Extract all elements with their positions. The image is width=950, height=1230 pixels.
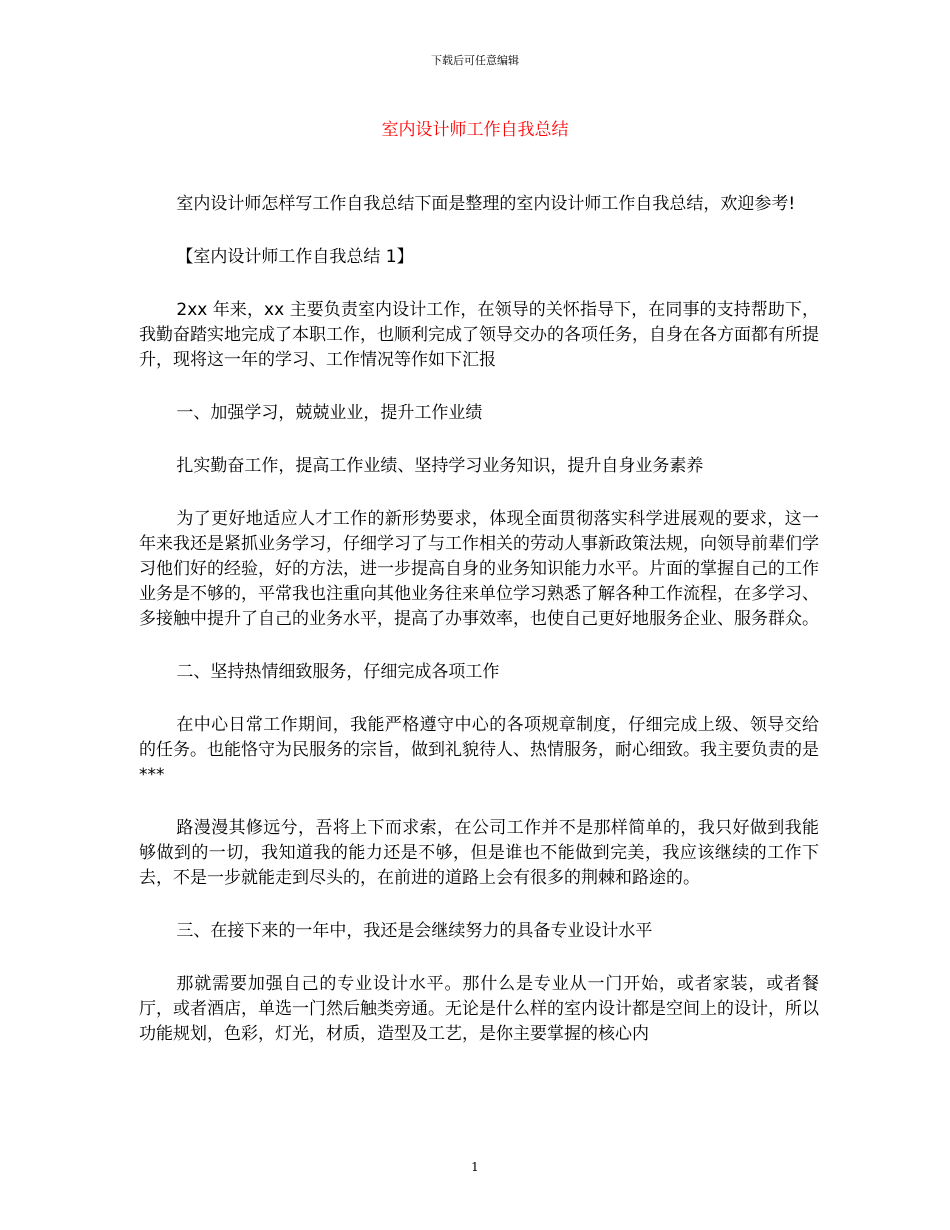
body-paragraph: 在中心日常工作期间，我能严格遵守中心的各项规章制度，仔细完成上级、领导交给的任务。也能恪守为民服务的宗旨，做到礼貌待人、热情服务，耐心细致。我主要负责的是*** bbox=[139, 715, 819, 785]
body-paragraph: 路漫漫其修远兮，吾将上下而求索，在公司工作并不是那样简单的，我只好做到我能够做到的一切，我知道我的能力还是不够，但是谁也不能做到完美，我应该继续的工作下去，不是一步就能走到尽头的，在前进的道路上会有很多的荆棘和路途的。 bbox=[139, 818, 819, 888]
body-paragraph: 2xx 年来，xx 主要负责室内设计工作，在领导的关怀指导下，在同事的支持帮助下，我勤奋踏实地完成了本职工作，也顺利完成了领导交办的各项任务，自身在各方面都有所提升，现将这一年的学习、工作情况等作如下汇报 bbox=[139, 300, 819, 370]
section-heading-3: 三、在接下来的一年中，我还是会继续努力的具备专业设计水平 bbox=[176, 921, 653, 941]
intro-paragraph: 室内设计师怎样写工作自我总结下面是整理的室内设计师工作自我总结，欢迎参考! bbox=[176, 194, 796, 214]
body-paragraph: 那就需要加强自己的专业设计水平。那什么是专业从一门开始，或者家装，或者餐厅，或者酒店，单选一门然后触类旁通。无论是什么样的室内设计都是空间上的设计，所以功能规划，色彩，灯光，材质，造型及工艺，是你主要掌握的核心内 bbox=[139, 974, 819, 1044]
page-number: 1 bbox=[471, 1160, 479, 1174]
page-header-note: 下载后可任意编辑 bbox=[431, 54, 519, 67]
section-heading-2: 二、坚持热情细致服务，仔细完成各项工作 bbox=[176, 662, 500, 682]
body-paragraph: 为了更好地适应人才工作的新形势要求，体现全面贯彻落实科学进展观的要求，这一年来我还是紧抓业务学习，仔细学习了与工作相关的劳动人事新政策法规，向领导前辈们学习他们好的经验，好的方法，进一步提高自身的业务知识能力水平。片面的掌握自己的工作业务是不够的，平常我也注重向其他业务往来单位学习熟悉了解各种工作流程，在多学习、多接触中提升了自己的业务水平，提高了办事效率，也使自己更好地服务企业、服务群众。 bbox=[139, 509, 819, 629]
section-heading-summary-1: 【室内设计师工作自我总结 1】 bbox=[176, 247, 414, 267]
document-body bbox=[139, 192, 819, 1075]
body-paragraph: 扎实勤奋工作，提高工作业绩、坚持学习业务知识，提升自身业务素养 bbox=[176, 456, 704, 476]
document-title: 室内设计师工作自我总结 bbox=[381, 120, 569, 140]
section-heading-1: 一、加强学习，兢兢业业，提升工作业绩 bbox=[176, 403, 483, 423]
